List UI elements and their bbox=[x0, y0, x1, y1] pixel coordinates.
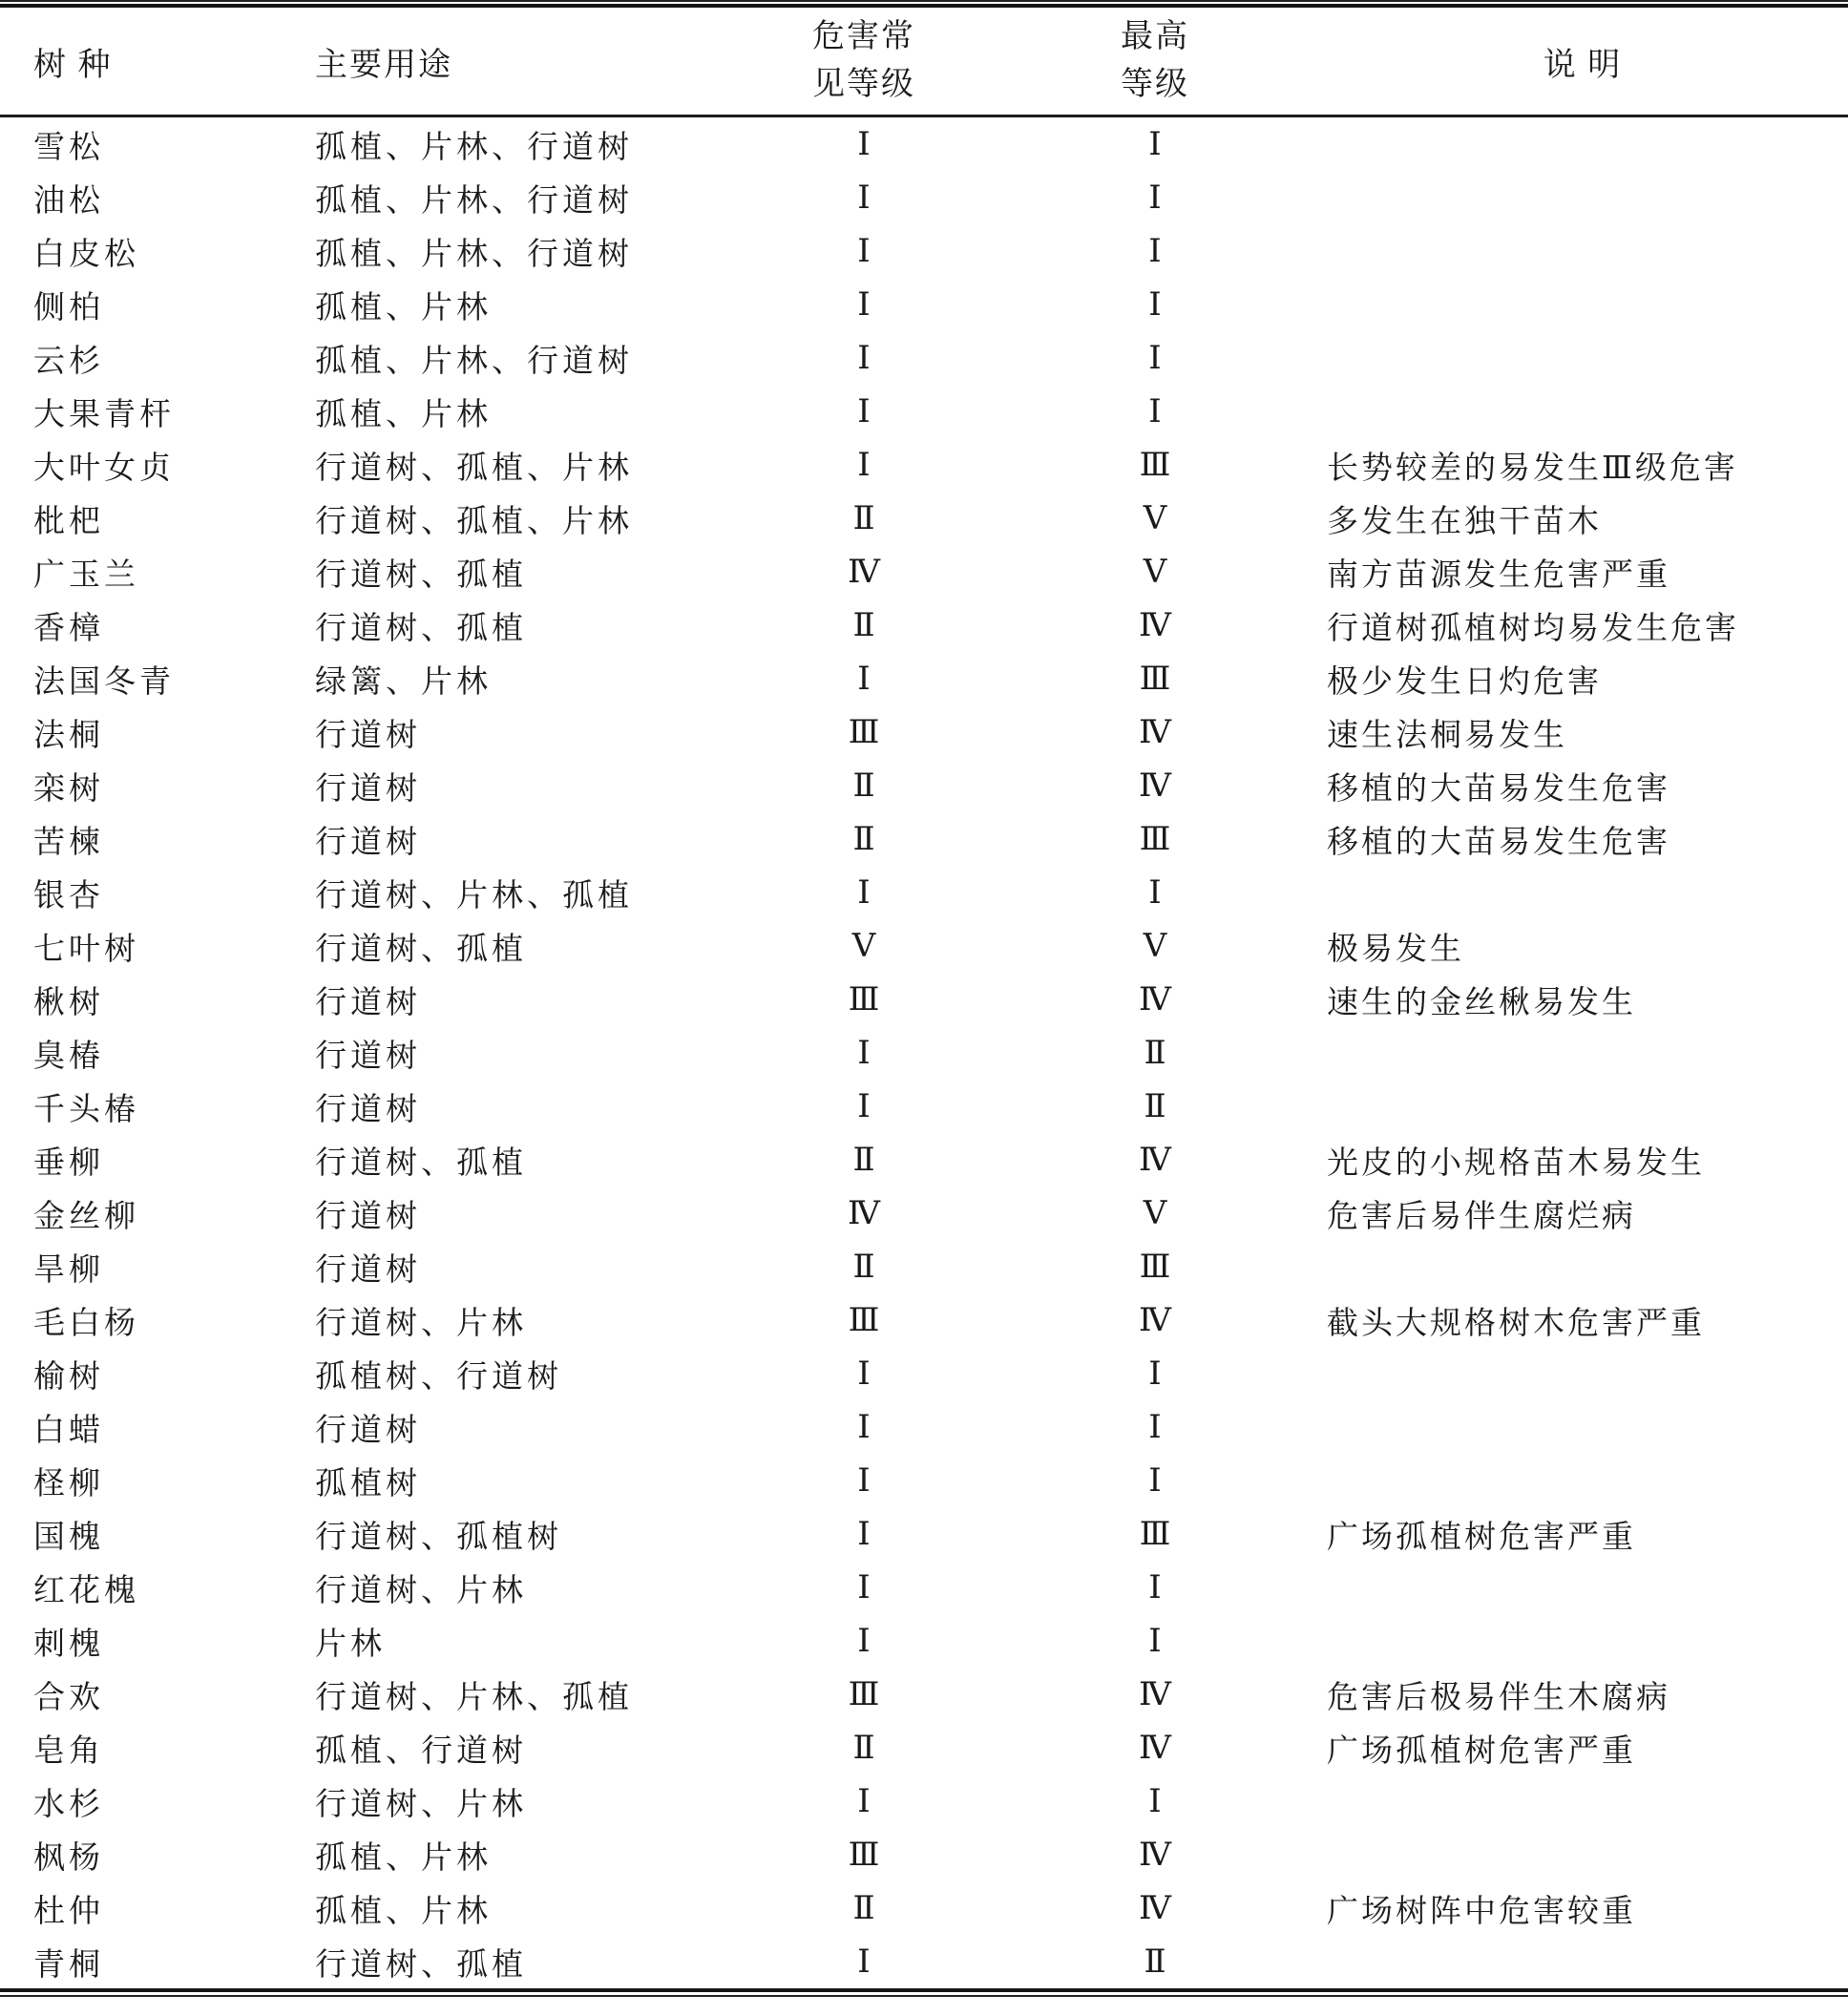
usage-cell: 孤植、片林 bbox=[315, 1840, 492, 1876]
species-cell: 白皮松 bbox=[33, 237, 139, 272]
species-cell: 国槐 bbox=[33, 1520, 104, 1555]
common-grade-cell: Ⅲ bbox=[848, 1836, 880, 1874]
header-max-grade-line2: 等级 bbox=[1121, 67, 1189, 102]
usage-cell: 孤植、行道树 bbox=[315, 1733, 527, 1769]
max-grade-cell: Ⅳ bbox=[1139, 766, 1171, 805]
common-grade-cell: Ⅰ bbox=[857, 339, 871, 377]
common-grade-cell: Ⅰ bbox=[857, 1622, 871, 1660]
common-grade-cell: Ⅱ bbox=[852, 1141, 875, 1179]
usage-cell: 行道树 bbox=[315, 1199, 421, 1234]
common-grade-cell: Ⅲ bbox=[848, 1675, 880, 1713]
usage-cell: 孤植、片林 bbox=[315, 290, 492, 326]
species-cell: 香樟 bbox=[33, 611, 104, 646]
remark-cell: 广场孤植树危害严重 bbox=[1327, 1733, 1636, 1769]
max-grade-cell: Ⅰ bbox=[1148, 232, 1162, 270]
remark-cell: 极少发生日灼危害 bbox=[1327, 664, 1602, 700]
usage-cell: 行道树、片林、孤植 bbox=[315, 878, 633, 914]
common-grade-cell: Ⅱ bbox=[852, 1248, 875, 1286]
table-row bbox=[0, 278, 1848, 331]
max-grade-cell: Ⅰ bbox=[1148, 285, 1162, 324]
table-row bbox=[0, 1828, 1848, 1881]
max-grade-cell: Ⅰ bbox=[1148, 1461, 1162, 1500]
usage-cell: 行道树、孤植 bbox=[315, 1947, 527, 1983]
table-row bbox=[0, 919, 1848, 973]
max-grade-cell: Ⅲ bbox=[1139, 1248, 1171, 1286]
max-grade-cell: Ⅲ bbox=[1139, 446, 1171, 484]
common-grade-cell: Ⅰ bbox=[857, 660, 871, 698]
common-grade-cell: Ⅴ bbox=[851, 927, 876, 965]
usage-cell: 行道树、片林 bbox=[315, 1306, 527, 1341]
usage-cell: 孤植、片林、行道树 bbox=[315, 130, 633, 165]
species-cell: 杜仲 bbox=[33, 1894, 104, 1929]
table-row bbox=[0, 705, 1848, 759]
max-grade-cell: Ⅳ bbox=[1139, 980, 1171, 1018]
max-grade-cell: Ⅳ bbox=[1139, 1889, 1171, 1927]
max-grade-cell: Ⅰ bbox=[1148, 339, 1162, 377]
max-grade-cell: Ⅳ bbox=[1139, 1729, 1171, 1767]
usage-cell: 行道树、片林 bbox=[315, 1787, 527, 1822]
header-max-grade-line1: 最高 bbox=[1121, 19, 1189, 54]
max-grade-cell: Ⅴ bbox=[1143, 1194, 1167, 1232]
species-cell: 垂柳 bbox=[33, 1145, 104, 1181]
common-grade-cell: Ⅰ bbox=[857, 1942, 871, 1981]
table-row bbox=[0, 385, 1848, 438]
remark-cell: 广场树阵中危害较重 bbox=[1327, 1894, 1636, 1929]
species-cell: 法国冬青 bbox=[33, 664, 175, 700]
max-grade-cell: Ⅴ bbox=[1143, 499, 1167, 537]
header-usage: 主要用途 bbox=[315, 47, 452, 83]
species-cell: 刺槐 bbox=[33, 1627, 104, 1662]
max-grade-cell: Ⅱ bbox=[1144, 1087, 1166, 1125]
max-grade-cell: Ⅰ bbox=[1148, 1354, 1162, 1393]
max-grade-cell: Ⅲ bbox=[1139, 1515, 1171, 1553]
table-row bbox=[0, 1133, 1848, 1186]
usage-cell: 行道树 bbox=[315, 985, 421, 1020]
usage-cell: 孤植树 bbox=[315, 1466, 421, 1502]
table-row bbox=[0, 1454, 1848, 1507]
species-cell: 白蜡 bbox=[33, 1413, 104, 1448]
max-grade-cell: Ⅰ bbox=[1148, 392, 1162, 430]
max-grade-cell: Ⅰ bbox=[1148, 1622, 1162, 1660]
common-grade-cell: Ⅰ bbox=[857, 1408, 871, 1446]
header-common-grade-line2: 见等级 bbox=[812, 67, 915, 102]
common-grade-cell: Ⅰ bbox=[857, 1461, 871, 1500]
table-bottom-rule-thin bbox=[0, 1995, 1848, 1997]
species-cell: 榆树 bbox=[33, 1359, 104, 1395]
remark-cell: 截头大规格树木危害严重 bbox=[1327, 1306, 1705, 1341]
max-grade-cell: Ⅱ bbox=[1144, 1034, 1166, 1072]
usage-cell: 行道树 bbox=[315, 1413, 421, 1448]
table-row bbox=[0, 117, 1848, 171]
species-cell: 银杏 bbox=[33, 878, 104, 914]
usage-cell: 绿篱、片林 bbox=[315, 664, 492, 700]
species-cell: 七叶树 bbox=[33, 932, 139, 967]
usage-cell: 行道树 bbox=[315, 1092, 421, 1127]
species-cell: 水杉 bbox=[33, 1787, 104, 1822]
usage-cell: 行道树、片林 bbox=[315, 1573, 527, 1608]
remark-cell: 速生的金丝楸易发生 bbox=[1327, 985, 1636, 1020]
species-cell: 青桐 bbox=[33, 1947, 104, 1983]
table-row bbox=[0, 224, 1848, 278]
species-cell: 雪松 bbox=[33, 130, 104, 165]
table-row bbox=[0, 652, 1848, 705]
table-row bbox=[0, 812, 1848, 866]
common-grade-cell: Ⅱ bbox=[852, 1889, 875, 1927]
common-grade-cell: Ⅰ bbox=[857, 1087, 871, 1125]
table-row bbox=[0, 1774, 1848, 1828]
common-grade-cell: Ⅳ bbox=[848, 1194, 880, 1232]
table-row bbox=[0, 1240, 1848, 1293]
remark-cell: 速生法桐易发生 bbox=[1327, 718, 1567, 753]
common-grade-cell: Ⅱ bbox=[852, 1729, 875, 1767]
table-row bbox=[0, 1668, 1848, 1721]
species-cell: 枫杨 bbox=[33, 1840, 104, 1876]
remark-cell: 移植的大苗易发生危害 bbox=[1327, 771, 1670, 807]
table-row bbox=[0, 1400, 1848, 1454]
max-grade-cell: Ⅴ bbox=[1143, 553, 1167, 591]
usage-cell: 行道树 bbox=[315, 825, 421, 860]
table-row bbox=[0, 598, 1848, 652]
table-row bbox=[0, 492, 1848, 545]
usage-cell: 孤植、片林、行道树 bbox=[315, 237, 633, 272]
common-grade-cell: Ⅰ bbox=[857, 392, 871, 430]
remark-cell: 多发生在独干苗木 bbox=[1327, 504, 1602, 539]
common-grade-cell: Ⅰ bbox=[857, 232, 871, 270]
table-row bbox=[0, 1293, 1848, 1347]
remark-cell: 危害后极易伴生木腐病 bbox=[1327, 1680, 1670, 1715]
usage-cell: 行道树、孤植 bbox=[315, 1145, 527, 1181]
table-row bbox=[0, 1347, 1848, 1400]
species-cell: 千头椿 bbox=[33, 1092, 139, 1127]
table-row bbox=[0, 973, 1848, 1026]
common-grade-cell: Ⅰ bbox=[857, 1034, 871, 1072]
species-cell: 大果青杆 bbox=[33, 397, 175, 432]
species-cell: 云杉 bbox=[33, 344, 104, 379]
common-grade-cell: Ⅲ bbox=[848, 713, 880, 751]
table-header-row bbox=[0, 8, 1848, 115]
usage-cell: 片林 bbox=[315, 1627, 386, 1662]
max-grade-cell: Ⅳ bbox=[1139, 713, 1171, 751]
table-row bbox=[0, 1935, 1848, 1988]
max-grade-cell: Ⅰ bbox=[1148, 1568, 1162, 1606]
max-grade-cell: Ⅰ bbox=[1148, 178, 1162, 217]
common-grade-cell: Ⅳ bbox=[848, 553, 880, 591]
species-cell: 皂角 bbox=[33, 1733, 104, 1769]
table-row bbox=[0, 1881, 1848, 1935]
remark-cell: 危害后易伴生腐烂病 bbox=[1327, 1199, 1636, 1234]
species-cell: 楸树 bbox=[33, 985, 104, 1020]
usage-cell: 行道树、孤植 bbox=[315, 557, 527, 593]
remark-cell: 光皮的小规格苗木易发生 bbox=[1327, 1145, 1705, 1181]
max-grade-cell: Ⅰ bbox=[1148, 125, 1162, 163]
max-grade-cell: Ⅱ bbox=[1144, 1942, 1166, 1981]
remark-cell: 长势较差的易发生Ⅲ级危害 bbox=[1327, 451, 1738, 486]
table-row bbox=[0, 1561, 1848, 1614]
common-grade-cell: Ⅱ bbox=[852, 606, 875, 644]
max-grade-cell: Ⅲ bbox=[1139, 660, 1171, 698]
max-grade-cell: Ⅳ bbox=[1139, 1836, 1171, 1874]
table-row bbox=[0, 759, 1848, 812]
common-grade-cell: Ⅱ bbox=[852, 766, 875, 805]
common-grade-cell: Ⅰ bbox=[857, 1515, 871, 1553]
table-row bbox=[0, 331, 1848, 385]
max-grade-cell: Ⅰ bbox=[1148, 1408, 1162, 1446]
table-row bbox=[0, 1080, 1848, 1133]
common-grade-cell: Ⅰ bbox=[857, 1782, 871, 1820]
header-common-grade bbox=[735, 13, 993, 109]
common-grade-cell: Ⅰ bbox=[857, 178, 871, 217]
common-grade-cell: Ⅱ bbox=[852, 499, 875, 537]
common-grade-cell: Ⅰ bbox=[857, 285, 871, 324]
species-cell: 毛白杨 bbox=[33, 1306, 139, 1341]
species-cell: 红花槐 bbox=[33, 1573, 139, 1608]
remark-cell: 广场孤植树危害严重 bbox=[1327, 1520, 1636, 1555]
common-grade-cell: Ⅲ bbox=[848, 980, 880, 1018]
usage-cell: 行道树 bbox=[315, 1252, 421, 1288]
usage-cell: 行道树、孤植、片林 bbox=[315, 451, 633, 486]
usage-cell: 行道树 bbox=[315, 718, 421, 753]
table-row bbox=[0, 171, 1848, 224]
table-row bbox=[0, 438, 1848, 492]
usage-cell: 行道树 bbox=[315, 771, 421, 807]
common-grade-cell: Ⅱ bbox=[852, 820, 875, 858]
header-species: 树 种 bbox=[33, 47, 113, 83]
common-grade-cell: Ⅰ bbox=[857, 125, 871, 163]
common-grade-cell: Ⅰ bbox=[857, 873, 871, 912]
table-row bbox=[0, 1721, 1848, 1774]
usage-cell: 行道树、孤植 bbox=[315, 932, 527, 967]
usage-cell: 行道树、孤植 bbox=[315, 611, 527, 646]
common-grade-cell: Ⅰ bbox=[857, 1568, 871, 1606]
max-grade-cell: Ⅳ bbox=[1139, 606, 1171, 644]
usage-cell: 孤植、片林 bbox=[315, 397, 492, 432]
table-row bbox=[0, 1507, 1848, 1561]
species-cell: 大叶女贞 bbox=[33, 451, 175, 486]
table-row bbox=[0, 545, 1848, 598]
usage-cell: 行道树、片林、孤植 bbox=[315, 1680, 633, 1715]
max-grade-cell: Ⅰ bbox=[1148, 1782, 1162, 1820]
max-grade-cell: Ⅳ bbox=[1139, 1301, 1171, 1339]
usage-cell: 行道树、孤植、片林 bbox=[315, 504, 633, 539]
remark-cell: 行道树孤植树均易发生危害 bbox=[1327, 611, 1739, 646]
table-row bbox=[0, 866, 1848, 919]
usage-cell: 行道树、孤植树 bbox=[315, 1520, 562, 1555]
usage-cell: 行道树 bbox=[315, 1039, 421, 1074]
species-cell: 旱柳 bbox=[33, 1252, 104, 1288]
species-cell: 臭椿 bbox=[33, 1039, 104, 1074]
max-grade-cell: Ⅴ bbox=[1143, 927, 1167, 965]
species-cell: 枇杷 bbox=[33, 504, 104, 539]
table-row bbox=[0, 1614, 1848, 1668]
remark-cell: 南方苗源发生危害严重 bbox=[1327, 557, 1670, 593]
header-remark: 说 明 bbox=[1543, 47, 1623, 83]
table-body bbox=[0, 117, 1848, 1988]
header-common-grade-line1: 危害常 bbox=[812, 19, 915, 54]
species-cell: 栾树 bbox=[33, 771, 104, 807]
usage-cell: 孤植、片林、行道树 bbox=[315, 344, 633, 379]
common-grade-cell: Ⅲ bbox=[848, 1301, 880, 1339]
max-grade-cell: Ⅰ bbox=[1148, 873, 1162, 912]
species-cell: 法桐 bbox=[33, 718, 104, 753]
common-grade-cell: Ⅰ bbox=[857, 1354, 871, 1393]
header-max-grade bbox=[993, 13, 1317, 109]
usage-cell: 孤植、片林、行道树 bbox=[315, 183, 633, 219]
remark-cell: 极易发生 bbox=[1327, 932, 1464, 967]
common-grade-cell: Ⅰ bbox=[857, 446, 871, 484]
max-grade-cell: Ⅳ bbox=[1139, 1675, 1171, 1713]
usage-cell: 孤植树、行道树 bbox=[315, 1359, 562, 1395]
species-cell: 广玉兰 bbox=[33, 557, 139, 593]
remark-cell: 移植的大苗易发生危害 bbox=[1327, 825, 1670, 860]
table-row bbox=[0, 1186, 1848, 1240]
usage-cell: 孤植、片林 bbox=[315, 1894, 492, 1929]
species-cell: 柽柳 bbox=[33, 1466, 104, 1502]
table-row bbox=[0, 1026, 1848, 1080]
species-cell: 合欢 bbox=[33, 1680, 104, 1715]
species-cell: 侧柏 bbox=[33, 290, 104, 326]
species-cell: 金丝柳 bbox=[33, 1199, 139, 1234]
max-grade-cell: Ⅳ bbox=[1139, 1141, 1171, 1179]
species-cell: 油松 bbox=[33, 183, 104, 219]
max-grade-cell: Ⅲ bbox=[1139, 820, 1171, 858]
species-cell: 苦楝 bbox=[33, 825, 104, 860]
